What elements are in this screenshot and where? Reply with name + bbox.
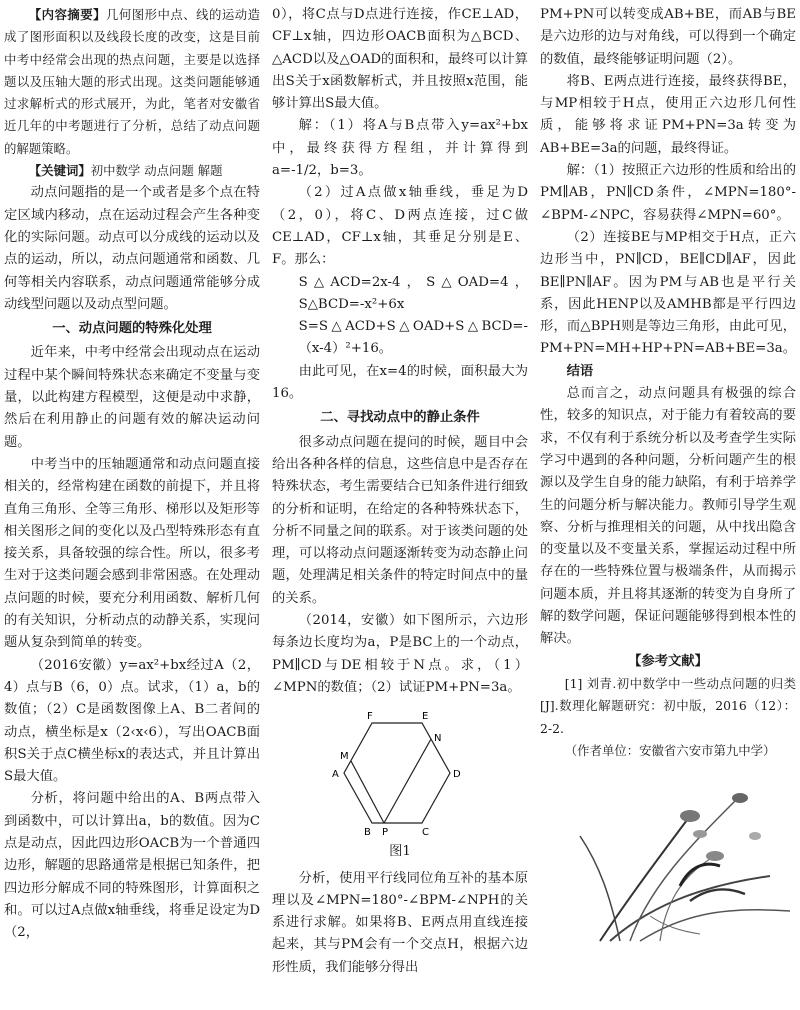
segment-pn xyxy=(384,739,431,823)
paragraph: 动点问题指的是一个或者是多个点在特定区域内移动，点在运动过程会产生各种变化的实际问题。动点可以分成线的运动以及点的运动，所以，动点问题通常和函数、几何等相关内容联系，动点问题通常能够分成动线型问题以及动点型问题。 xyxy=(4,185,260,312)
paragraph: PM+PN可以转变成AB+BE，而AB与BE是六边形的边与对角线，可以得到一个确定的数值，最终能够证明问题（2）。 xyxy=(540,7,796,67)
paragraph: 由此可见，在x=4的时候，面积最大为16。 xyxy=(272,363,528,402)
ink-painting-orchid xyxy=(540,776,796,946)
paragraph: 将B、E两点进行连接，最终获得BE，与MP相较于H点，使用正六边形几何性质，能够将求证PM+PN=3a转变为AB+BE=3a的问题，最终得证。 xyxy=(540,73,796,156)
reference-item: [1] 刘青.初中数学中一些动点问题的归类[J].数理化解题研究：初中版，2016（12）：2-2. xyxy=(540,675,796,736)
segment-pm xyxy=(351,761,384,823)
references-heading: 【参考文献】 xyxy=(628,653,708,669)
section-heading-1: 一、动点问题的特殊化处理 xyxy=(52,321,212,337)
paragraph: （2016安徽）y=ax²+bx经过A（2，4）点与B（6，0）点。试求，（1）a，b的数值；（2）C是函数图像上A、B二者间的动点，横坐标是x（2‹x‹6），写出OACB面积S关于点C横坐标x的表达式，并且计算出S最大值。 xyxy=(4,657,260,785)
figure-caption: 图1 xyxy=(389,844,411,860)
label-c: C xyxy=(422,827,429,839)
section-heading-2: 二、寻找动点中的静止条件 xyxy=(320,410,480,426)
formula-line: S=S△ACD+S△OAD+S△BCD=-（x-4）²+16。 xyxy=(298,319,528,357)
paragraph: 0），将C点与D点进行连接，作CE⊥AD，CF⊥x轴，四边形OACB面积为△BCD、△ACD以及△OAD的面积和，最终可以计算出S关于x函数解析式，并且按照x范围，能够计算出S最大值。 xyxy=(272,7,528,112)
keywords-label: 【关键词】 xyxy=(28,163,91,179)
paragraph: 分析，将问题中给出的A、B两点带入到函数中，可以计算出a，b的数值。因为C点是动点，因此四边形OACB为一个普通四边形，解题的思路通常是根据已知条件，把四边形分解成不同的特殊图形，计算面积之和。可以过A点做x轴垂线，将垂足设定为D（2， xyxy=(4,791,260,941)
paragraph: （2）连接BE与MP相交于H点，正六边形当中，PN∥CD，BE∥CD∥AF，因此BE∥PN∥AF。因为PM与AB也是平行关系，因此HENP以及AMHB都是平行四边形，而△BPH则是等边三角形，由此可见，PM+PN=MH+HP+PN=AB+BE=3a。 xyxy=(540,229,796,357)
paragraph: 近年来，中考中经常会出现动点在运动过程中某个瞬间特殊状态来确定不变量与变量，以此构建方程模型，这便是动中求静，然后在利用静止的问题有效的解决运动问题。 xyxy=(4,345,260,450)
abstract-text: 几何图形中点、线的运动造成了图形面积以及线段长度的改变，这是目前中考中经常会出现的热点问题，主要是以选择题以及压轴大题的形式出现。这类问题能够通过求解析式的形式展开，为此，笔者对安徽省近几年的中考题进行了分析，总结了动点问题的解题策略。 xyxy=(4,7,260,156)
keywords-text: 初中数学 动点问题 解题 xyxy=(90,163,223,179)
paragraph: 分析，使用平行线同位角互补的基本原理以及∠MPN=180°-∠BPM-∠NPH的关系进行求解。如果将B、E两点用直线连接起来，其与PM会有一个交点H，根据六边形性质，我们能够分得出 xyxy=(272,870,528,975)
label-d: D xyxy=(453,769,461,781)
abstract xyxy=(4,4,260,160)
author-affiliation: （作者单位：安徽省六安市第九中学） xyxy=(564,742,776,758)
paragraph: 很多动点问题在提问的时候，题目中会给出各种各样的信息，这些信息中是否存在特殊状态，考生需要结合已知条件进行细致的分析和证明，在给定的各种特殊状态下，分析不同量之间的联系。对于该类问题的处理，可以将动点问题逐渐转变为动态静止问题，处理满足相关条件的特定时间点中的量的关系。 xyxy=(272,434,528,606)
paragraph: （2）过A点做x轴垂线，垂足为D（2，0），将C、D两点连接，过C做CE⊥AD，CF⊥x轴，其垂足分别是E、F。那么： xyxy=(272,185,528,268)
column-1 xyxy=(4,4,260,1008)
label-n: N xyxy=(434,733,442,745)
label-e: E xyxy=(422,711,429,723)
label-p: P xyxy=(382,827,389,839)
label-m: M xyxy=(340,751,349,763)
formula-line: S△ACD=2x-4，S△OAD=4，S△BCD=-x²+6x xyxy=(298,274,528,312)
orchid-ink-illustration xyxy=(540,776,796,946)
hexagon-figure xyxy=(272,709,528,841)
column-2 xyxy=(272,4,528,1008)
paragraph: 总而言之，动点问题具有极强的综合性，较多的知识点，对于能力有着较高的要求，不仅有利于系统分析以及考查学生实际学习中遇到的各种问题，分析问题产生的根源以及学生自身的能力缺陷，有利于培养学生的问题分析与解决能力。教师引导学生观察、分析与推理相关的问题，从中找出隐含的变量以及不变量关系，掌握运动过程中所存在的一些特殊位置与极端条件，从而揭示问题本质，并且将其逐渐的转变为自身所了解的数学问题，保证问题能够得到根本性的解决。 xyxy=(540,386,796,647)
column-3 xyxy=(540,4,796,1008)
label-b: B xyxy=(364,827,371,839)
paragraph: 解：（1）将A与B点带入y=ax²+bx中，最终获得方程组，并计算得到a=-1/2，b=3。 xyxy=(272,118,528,179)
hexagon-diagram xyxy=(272,709,528,841)
abstract-label: 【内容摘要】 xyxy=(28,7,107,22)
label-f: F xyxy=(367,711,373,723)
paragraph: 中考当中的压轴题通常和动点问题直接相关的，经常构建在函数的前提下，并且将直角三角形、全等三角形、梯形以及矩形等相关图形之间的变化以及凸型特殊形态有直接关系，具备较强的综合性。所以，很多考生对于这类问题会感到非常困惑。在处理动点问题的时候，要充分利用函数、解析几何的有关知识，分析动点的动静关系，实现问题从复杂到简单的转变。 xyxy=(4,456,260,651)
keywords xyxy=(4,160,260,182)
section-heading-3: 结语 xyxy=(566,363,594,379)
label-a: A xyxy=(332,769,339,781)
paragraph: 解：（1）按照正六边形的性质和给出的PM∥AB，PN∥CD条件，∠MPN=180°-∠BPM-∠NPC，容易获得∠MPN=60°。 xyxy=(540,163,796,223)
paragraph: （2014，安徽）如下图所示，六边形每条边长度均为a，P是BC上的一个动点，PM∥CD与DE相较于N点。求，（1）∠MPN的数值；（2）试证PM+PN=3a。 xyxy=(272,613,528,695)
